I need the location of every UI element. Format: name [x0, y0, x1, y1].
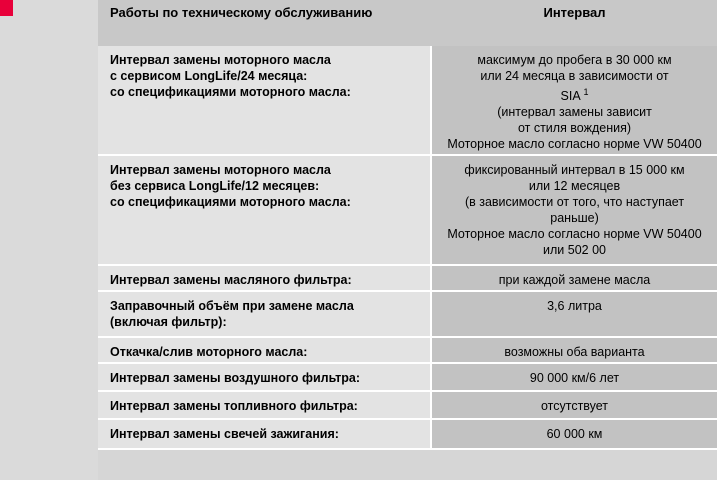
table-row: [98, 364, 717, 390]
table-row: [98, 292, 717, 336]
table-row: [98, 392, 717, 418]
work-cell: Интервал замены воздушного фильтра:: [98, 364, 430, 390]
footnote-ref: 1: [583, 87, 589, 97]
header-work: Работы по техническому обслуживанию: [110, 5, 373, 20]
table-row: [98, 156, 717, 264]
table-row: [98, 420, 717, 448]
interval-cell: отсутствует: [432, 392, 717, 418]
chapter-marker: [0, 0, 13, 16]
work-cell: Интервал замены моторного масла с сервисом LongLife/24 месяца: со спецификациями моторного масла:: [98, 46, 430, 154]
work-cell: Интервал замены масляного фильтра:: [98, 266, 430, 290]
interval-text: (интервал замены зависит от стиля вождения) Моторное масло согласно норме VW 50400: [447, 105, 702, 151]
table-row: [98, 338, 717, 362]
table-row: [98, 266, 717, 290]
interval-text: максимум до пробега в 30 000 км или 24 месяца в зависимости от SIA: [477, 53, 672, 103]
table-header: [98, 0, 717, 46]
maintenance-table: [98, 46, 717, 450]
interval-cell: возможны оба варианта: [432, 338, 717, 362]
interval-cell: [432, 46, 717, 154]
table-row: [98, 46, 717, 154]
interval-cell: 60 000 км: [432, 420, 717, 448]
work-cell: Интервал замены моторного масла без сервиса LongLife/12 месяцев: со спецификациями моторного масла:: [98, 156, 430, 264]
interval-cell: фиксированный интервал в 15 000 км или 12 месяцев (в зависимости от того, что наступает раньше) Моторное масло согласно норме VW 50400 или 502 00: [432, 156, 717, 264]
work-cell: Заправочный объём при замене масла (включая фильтр):: [98, 292, 430, 336]
work-cell: Интервал замены свечей зажигания:: [98, 420, 430, 448]
interval-cell: 90 000 км/6 лет: [432, 364, 717, 390]
interval-cell: при каждой замене масла: [432, 266, 717, 290]
work-cell: Интервал замены топливного фильтра:: [98, 392, 430, 418]
interval-cell: 3,6 литра: [432, 292, 717, 336]
header-interval: Интервал: [543, 5, 606, 20]
work-cell: Откачка/слив моторного масла:: [98, 338, 430, 362]
left-margin-strip: [0, 0, 98, 480]
